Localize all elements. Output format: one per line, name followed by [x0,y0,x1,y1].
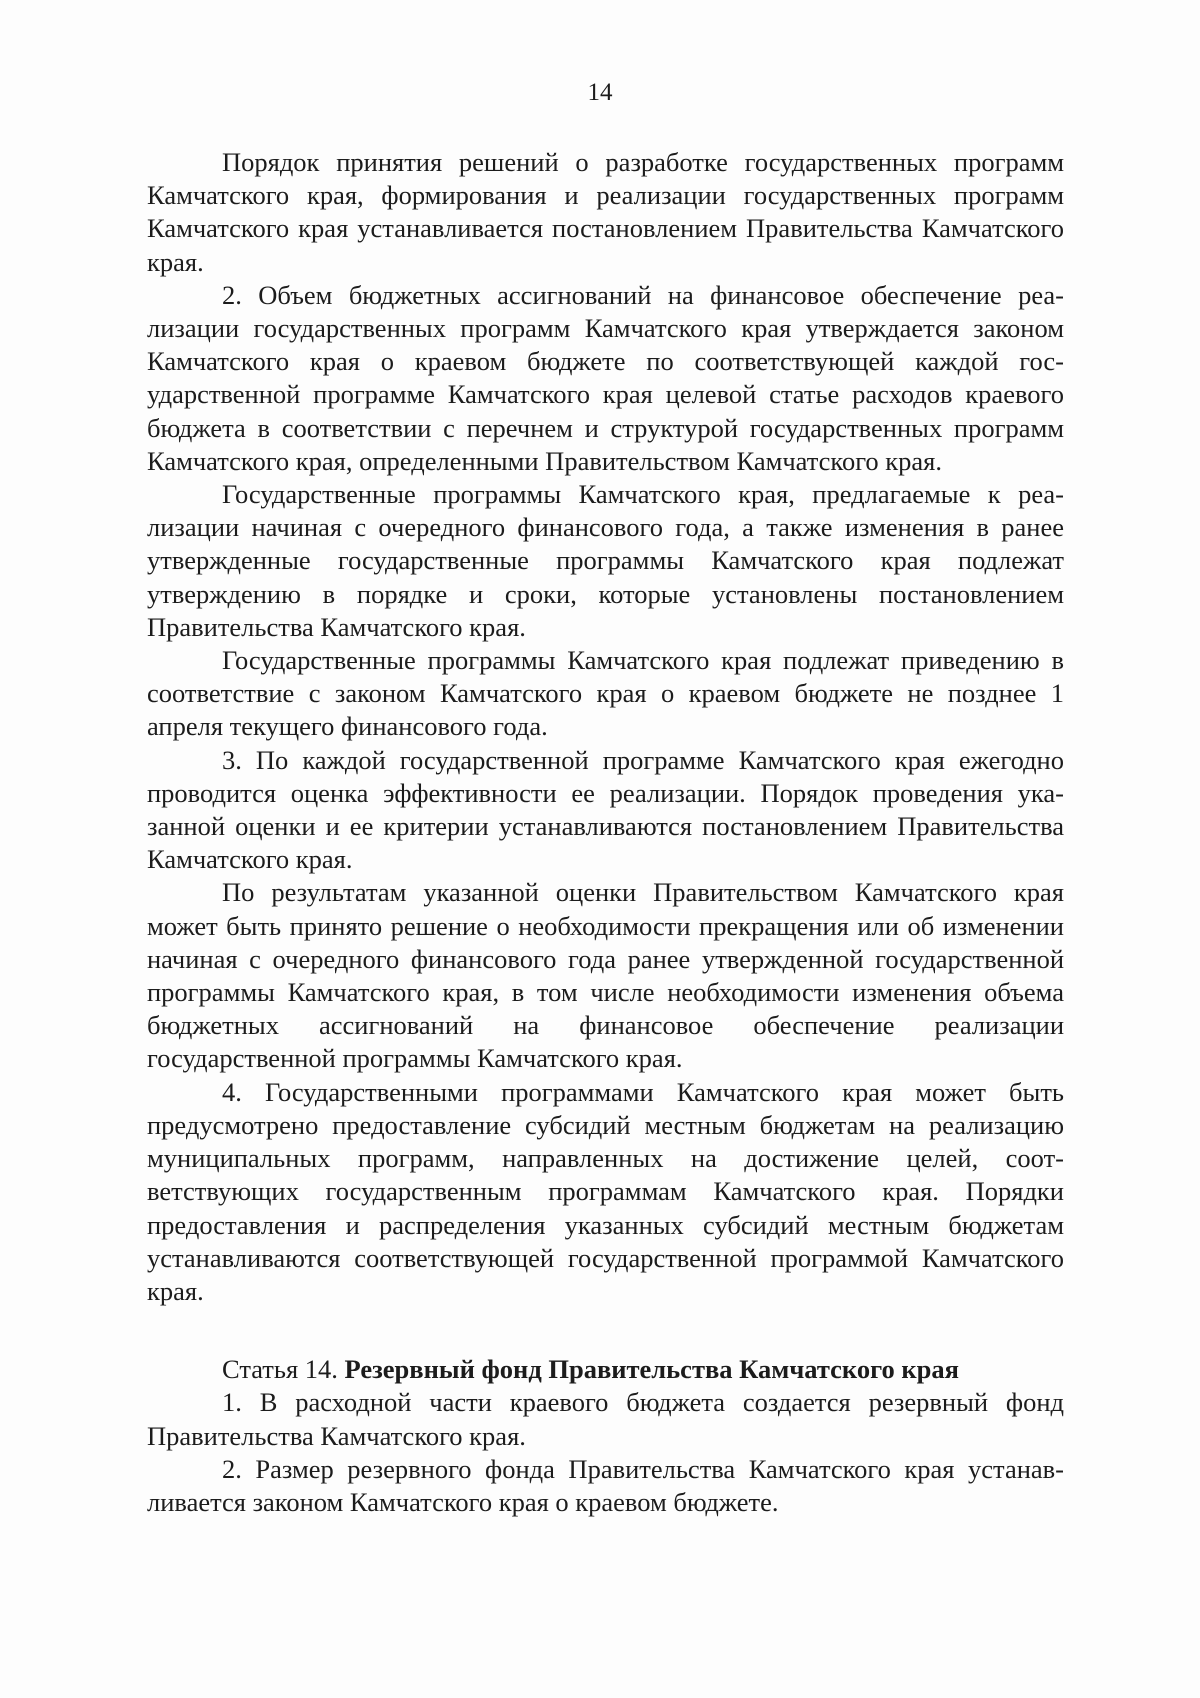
page-number: 14 [587,79,613,106]
paragraph-item-3-efficiency-assessment: 3. По каждой государственной программе Камчатского края ежегодно проводится оценка эффективности ее реализации. Порядок проведения указанной оценки и ее критерии устанавливаются постановлением Правительства Камчатского края. [147,744,1064,875]
paragraph-new-programs-approval: Государственные программы Камчатского края, предлагаемые к реализации начиная с очередного финансового года, а также изменения в ранее утвержденные государственные программы Камчатского края подлежат утверждению в порядке и сроки, которые установлены постановлением Правительства Камчатского края. [147,479,1064,642]
paragraph-item-4-subsidies: 4. Государственными программами Камчатского края может быть предусмотрено предоставление субсидий местным бюджетам на реализацию муниципальных программ, направленных на достижение целей, соответствующих государственным программам Камчатского края. Порядки предоставления и распределения указанных субсидий местным бюджетам устанавливаются соответствующей государственной программой Камчатского края. [147,1076,1064,1306]
paragraph-program-procedure: Порядок принятия решений о разработке государственных программ Камчатского края, формирования и реализации государственных программ Камчатского края устанавливается постановлением Правительства Камчатского края. [147,147,1064,277]
paragraph-item-2-budget-allocations: 2. Объем бюджетных ассигнований на финансовое обеспечение реализации государственных программ Камчатского края утверждается законом Камчатского края о краевом бюджете по соответствующей каждой государственной программе Камчатского края целевой статье расходов краевого бюджета в соответствии с перечнем и структурой государственных программ Камчатского края, определенными Правительством Камчатского края. [147,279,1064,476]
article-14-paragraph-1: 1. В расходной части краевого бюджета создается резервный фонд Правительства Камчатского края. [147,1387,1064,1451]
article-14-heading [147,1353,1064,1386]
paragraph-programs-alignment: Государственные программы Камчатского края подлежат приведению в соответствие с законом Камчатского края о краевом бюджете не позднее 1 апреля текущего финансового года. [147,645,1064,742]
article-14-label: Статья 14. [222,1354,338,1385]
paragraph-assessment-results: По результатам указанной оценки Правительством Камчатского края может быть принято решение о необходимости прекращения или об изменении начиная с очередного финансового года ранее утвержденной государственной программы Камчатского края, в том числе необходимости изменения объема бюджетных ассигнований на финансовое обеспечение реализации государственной программы Камчатского края. [147,877,1064,1074]
article-14-paragraph-2: 2. Размер резервного фонда Правительства Камчатского края устанавливается законом Камчатского края о краевом бюджете. [147,1453,1064,1517]
document-body [147,146,1064,1519]
article-14-title: Резервный фонд Правительства Камчатского края [344,1354,959,1385]
